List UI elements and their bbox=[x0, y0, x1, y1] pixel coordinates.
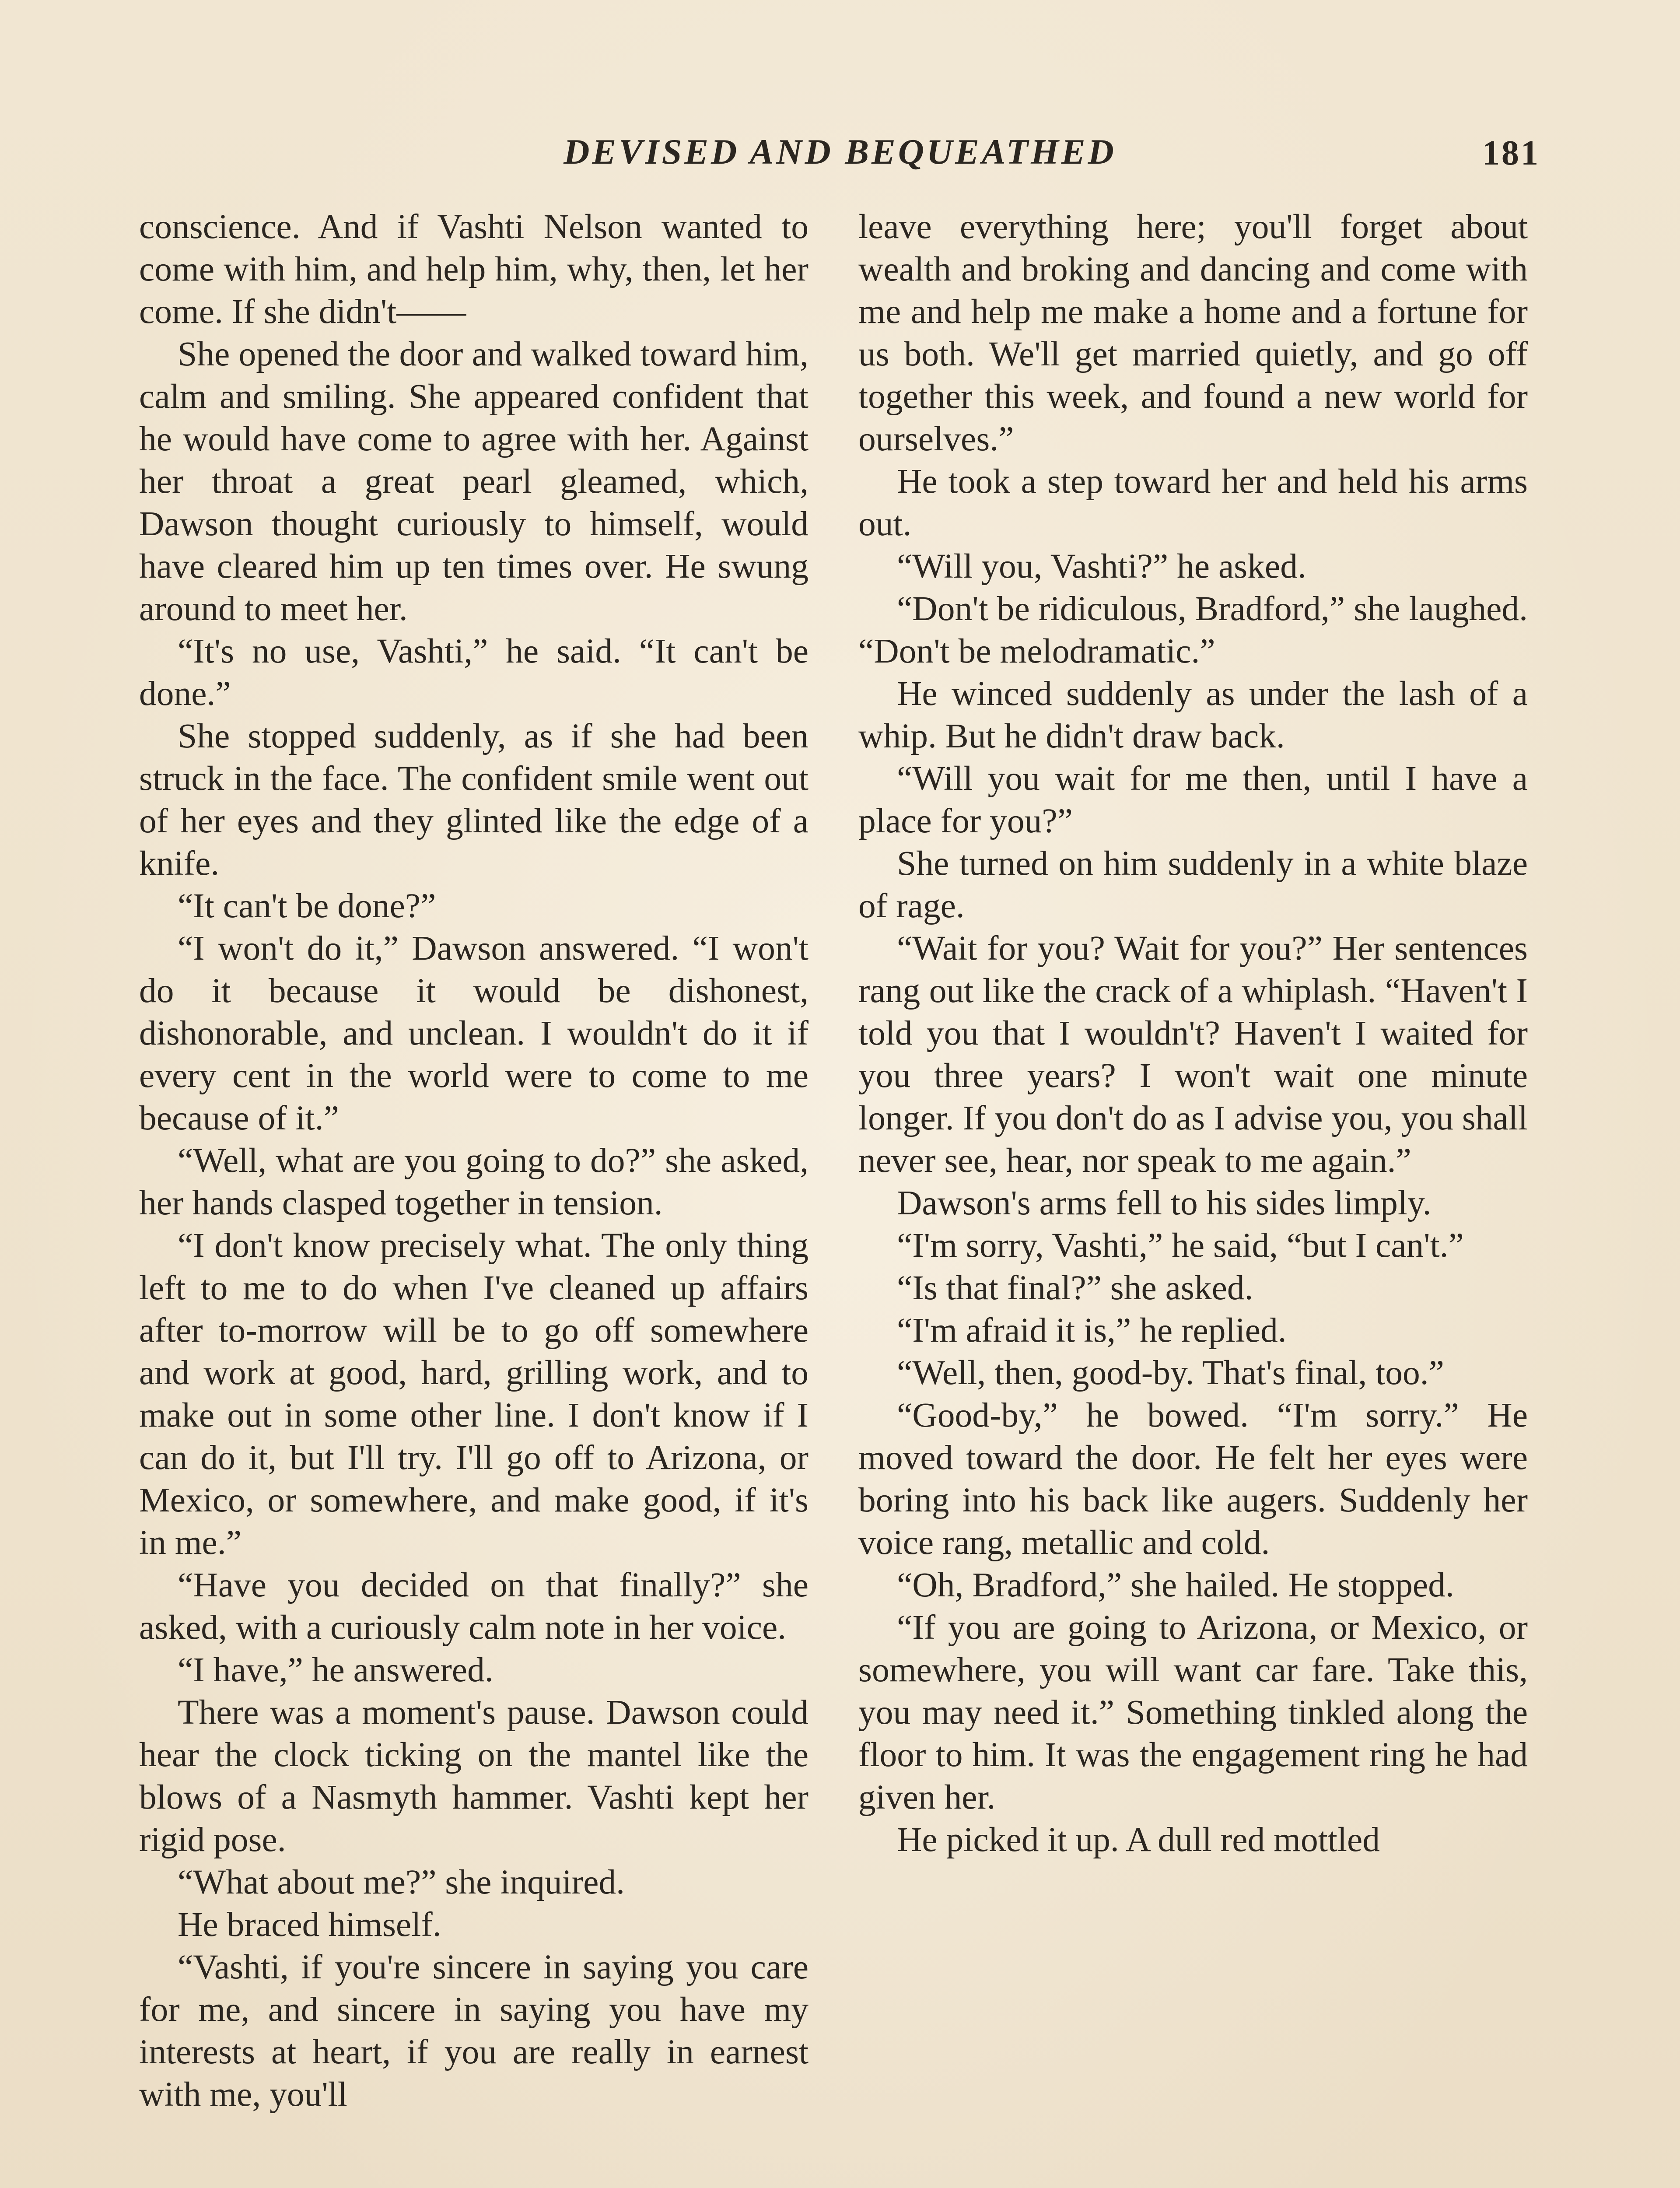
paragraph: “Well, then, good-by. That's final, too.” bbox=[897, 1353, 1444, 1392]
paragraph: “I'm sorry, Vashti,” he said, “but I can't.” bbox=[897, 1226, 1464, 1265]
text-column-left bbox=[139, 206, 808, 2116]
paragraph: He winced suddenly as under the lash of a whip. But he didn't draw back. bbox=[858, 674, 1528, 755]
paragraph: “It's no use, Vashti,” he said. “It can't be done.” bbox=[139, 632, 808, 713]
paragraph: “Vashti, if you're sincere in saying you care for me, and sincere in saying you have my interests at heart, if you are really in earnest with me, you'll bbox=[139, 1948, 808, 2114]
page-number: 181 bbox=[1482, 134, 1540, 172]
paragraph: “Will you, Vashti?” he asked. bbox=[897, 547, 1306, 586]
paragraph: “Don't be ridiculous, Bradford,” she laughed. “Don't be melodramatic.” bbox=[858, 589, 1528, 670]
paragraph: “What about me?” she inquired. bbox=[178, 1863, 625, 1901]
text-column-right bbox=[858, 206, 1528, 1861]
paragraph: She stopped suddenly, as if she had been struck in the face. The confident smile went out of her eyes and they glinted like the edge of a knife. bbox=[139, 717, 808, 883]
paragraph: “Have you decided on that finally?” she asked, with a curiously calm note in her voice. bbox=[139, 1566, 808, 1647]
paragraph: “Well, what are you going to do?” she asked, her hands clasped together in tension. bbox=[139, 1141, 808, 1222]
running-title: DEVISED AND BEQUEATHED bbox=[564, 132, 1116, 172]
paragraph: “I'm afraid it is,” he replied. bbox=[897, 1311, 1287, 1350]
paragraph: conscience. And if Vashti Nelson wanted to come with him, and help him, why, then, let her come. If she didn't—— bbox=[139, 207, 808, 331]
paragraph: He took a step toward her and held his arms out. bbox=[858, 462, 1528, 543]
paragraph: “Wait for you? Wait for you?” Her sentences rang out like the crack of a whiplash. “Haven't I told you that I wouldn't? Haven't I waited for you three years? I won't wait one minute longer. If you don't do as I advise you, you shall never see, hear, nor speak to me again.” bbox=[858, 929, 1528, 1180]
paragraph: “I don't know precisely what. The only thing left to me to do when I've cleaned up affairs after to-morrow will be to go off somewhere and work at good, hard, grilling work, and to make out in some other line. I don't know if I can do it, but I'll try. I'll go off to Arizona, or Mexico, or somewhere, and make good, if it's in me.” bbox=[139, 1226, 808, 1562]
paragraph: “Oh, Bradford,” she hailed. He stopped. bbox=[897, 1566, 1454, 1604]
paragraph: She turned on him suddenly in a white blaze of rage. bbox=[858, 844, 1528, 925]
paragraph: “I won't do it,” Dawson answered. “I won't do it because it would be dishonest, dishonorable, and unclean. I wouldn't do it if every cent in the world were to come to me because of it.” bbox=[139, 929, 808, 1137]
paragraph: “Is that final?” she asked. bbox=[897, 1269, 1253, 1307]
paragraph: There was a moment's pause. Dawson could hear the clock ticking on the mantel like the blows of a Nasmyth hammer. Vashti kept her rigid pose. bbox=[139, 1693, 808, 1859]
paragraph: Dawson's arms fell to his sides limply. bbox=[897, 1184, 1432, 1222]
paragraph: “I have,” he answered. bbox=[178, 1651, 494, 1689]
paragraph: “It can't be done?” bbox=[178, 887, 436, 925]
paragraph: “If you are going to Arizona, or Mexico, or somewhere, you will want car fare. Take this, you may need it.” Something tinkled along the floor to him. It was the engagement ring he had given her. bbox=[858, 1608, 1528, 1816]
paragraph: “Will you wait for me then, until I have a place for you?” bbox=[858, 759, 1528, 840]
paragraph: leave everything here; you'll forget about wealth and broking and dancing and come with me and help me make a home and a fortune for us both. We'll get married quietly, and go off together this week, and found a new world for ourselves.” bbox=[858, 207, 1528, 458]
paragraph: She opened the door and walked toward him, calm and smiling. She appeared confident that he would have come to agree with her. Against her throat a great pearl gleamed, which, Dawson thought curiously to himself, would have cleared him up ten times over. He swung around to meet her. bbox=[139, 335, 808, 628]
paragraph: He braced himself. bbox=[178, 1905, 441, 1944]
paragraph: He picked it up. A dull red mottled bbox=[897, 1820, 1380, 1859]
paragraph: “Good-by,” he bowed. “I'm sorry.” He moved toward the door. He felt her eyes were boring into his back like augers. Suddenly her voice rang, metallic and cold. bbox=[858, 1396, 1528, 1562]
